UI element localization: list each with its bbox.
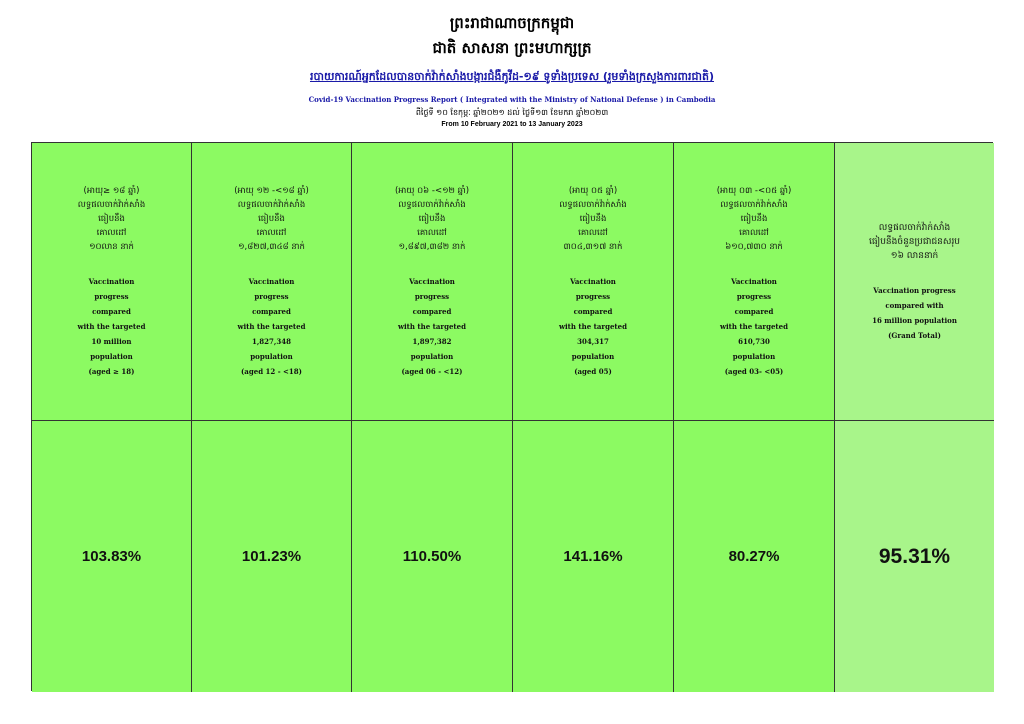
- percent-cell-12-18: [192, 421, 352, 692]
- percent-cell-06-12: [352, 421, 513, 692]
- header-cell-adults: [32, 143, 192, 421]
- kh-label: លទ្ធផលចាក់វ៉ាក់សាំង ធៀបនឹងចំនួនប្រជាជនសរុប ១៦ លាននាក់: [868, 222, 961, 261]
- en-label: Vaccination progress compared with the targeted 1,897,382 population (aged 06 - <12): [397, 277, 467, 376]
- percent-cell-05: [513, 421, 674, 692]
- percent-value: 80.27%: [728, 548, 780, 565]
- grand-total-percent: 95.31%: [878, 544, 951, 568]
- en-label: Vaccination progress compared with the targeted 304,317 population (aged 05): [558, 277, 628, 376]
- percent-value: 101.23%: [241, 548, 302, 565]
- en-label: Vaccination progress compared with the targeted 610,730 population (aged 03- <05): [719, 277, 789, 376]
- kh-label: (អាយុ ០៣ -<០៥ ឆ្នាំ) លទ្ធផលចាក់វ៉ាក់សាំង ធៀបនឹង គោលដៅ ៦១០,៧៣០ នាក់: [716, 186, 792, 252]
- report-title-en: Covid-19 Vaccination Progress Report ( Integrated with the Ministry of National Defense ) in Cambodia: [308, 95, 716, 104]
- header-cell-06-12: [352, 143, 513, 421]
- motto-heading: ជាតិ សាសនា ព្រះមហាក្សត្រ: [432, 39, 592, 57]
- kh-label: (អាយុ ០៦ -<១២ ឆ្នាំ) លទ្ធផលចាក់វ៉ាក់សាំង ធៀបនឹង គោលដៅ ១,៨៩៧,៣៨២ នាក់: [394, 186, 470, 252]
- period-en: From 10 February 2021 to 13 January 2023: [441, 121, 583, 128]
- kingdom-heading: ព្រះរាជាណាចក្រកម្ពុជា: [449, 14, 575, 32]
- header-cell-grand-total: [835, 143, 994, 421]
- percent-value: 103.83%: [81, 548, 142, 565]
- en-label: Vaccination progress compared with 16 million population (Grand Total): [872, 285, 957, 340]
- header-cell-12-18: [192, 143, 352, 421]
- report-title-kh: របាយការណ៍អ្នកដែលបានចាក់វ៉ាក់សាំងបង្ការជំងឺកូវីដ-១៩ ទូទាំងប្រទេស (រួមទាំងក្រសួងការពារជាតិ): [309, 70, 714, 83]
- en-label: Vaccination progress compared with the targeted 1,827,348 population (aged 12 - <18): [237, 277, 306, 376]
- kh-label: (អាយុ≥ ១៨ ឆ្នាំ) លទ្ធផលចាក់វ៉ាក់សាំង ធៀបនឹង គោលដៅ ១០លាន នាក់: [77, 186, 146, 252]
- period-kh: ពីថ្ងៃទី ១០ ខែកុម្ភៈ ឆ្នាំ២០២១ ដល់ ថ្ងៃទី១៣ ខែមករា ឆ្នាំ២០២៣: [415, 108, 609, 117]
- header-cell-05: [513, 143, 674, 421]
- progress-table: [31, 142, 993, 691]
- en-label: Vaccination progress compared with the targeted 10 million population (aged ≥ 18): [77, 277, 146, 376]
- kh-label: (អាយុ ១២ -<១៨ ឆ្នាំ) លទ្ធផលចាក់វ៉ាក់សាំង ធៀបនឹង គោលដៅ ១,៨២៧,៣៤៨ នាក់: [234, 186, 309, 252]
- percent-value: 110.50%: [402, 548, 462, 565]
- percent-cell-adults: [32, 421, 192, 692]
- percent-cell-grand-total: [835, 421, 994, 692]
- kh-label: (អាយុ ០៥ ឆ្នាំ) លទ្ធផលចាក់វ៉ាក់សាំង ធៀបនឹង គោលដៅ ៣០៤,៣១៧ នាក់: [559, 186, 627, 252]
- header-cell-03-05: [674, 143, 835, 421]
- percent-cell-03-05: [674, 421, 835, 692]
- percent-value: 141.16%: [563, 548, 623, 565]
